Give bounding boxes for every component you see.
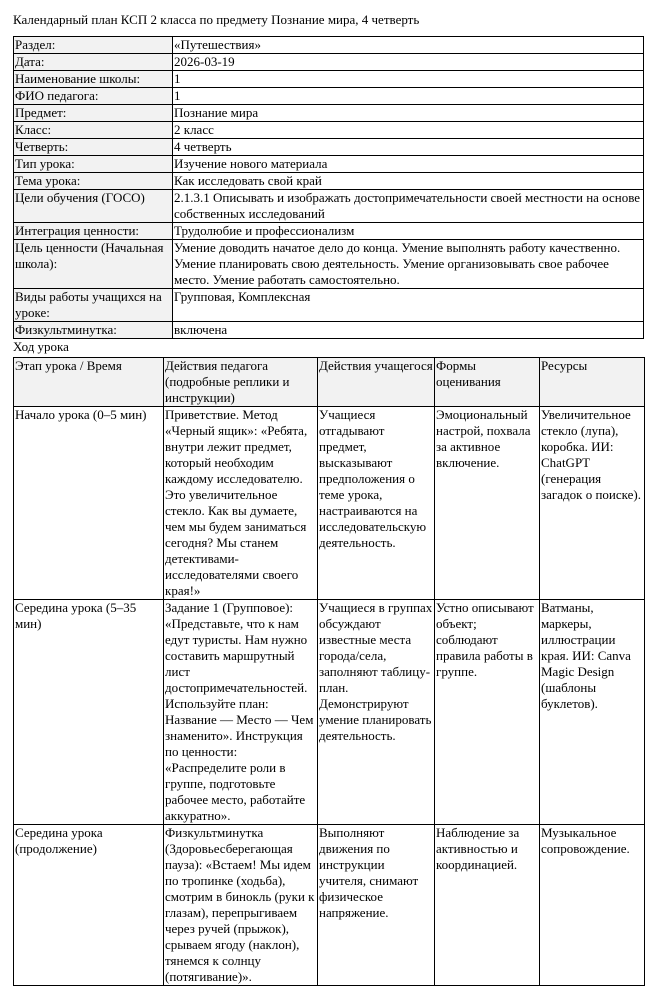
- info-label: Предмет:: [14, 105, 173, 122]
- info-row: [14, 190, 644, 223]
- assessment-cell: Наблюдение за активностью и координацией.: [435, 825, 540, 986]
- info-label: Тема урока:: [14, 173, 173, 190]
- info-value: 4 четверть: [173, 139, 644, 156]
- header-assessment: Формы оценивания: [435, 358, 540, 407]
- resources-cell: Увеличительное стекло (лупа), коробка. ИИ: ChatGPT (генерация загадок о поиске).: [540, 407, 645, 600]
- document-page: [13, 12, 641, 986]
- info-value: 2 класс: [173, 122, 644, 139]
- teacher-actions-cell: Задание 1 (Групповое): «Представьте, что к нам едут туристы. Нам нужно составить маршрутный лист достопримечательностей. Используйте план: Название — Место — Чем знаменито». Инструкция по ценности: «Распределите роли в группе, подготовьте рабочее место, работайте аккуратно».: [164, 600, 318, 825]
- student-actions-cell: Учащиеся отгадывают предмет, высказывают предположения о теме урока, настраиваются на исследовательскую деятельность.: [318, 407, 435, 600]
- assessment-cell: Устно описывают объект; соблюдают правила работы в группе.: [435, 600, 540, 825]
- info-value: включена: [173, 322, 644, 339]
- teacher-actions-cell: Приветствие. Метод «Черный ящик»: «Ребята, внутри лежит предмет, который необходим каждому исследователю. Это увеличительное стекло. Как вы думаете, чем мы будем заниматься сегодня? Мы станем детективами-исследователями своего края!»: [164, 407, 318, 600]
- info-value: 1: [173, 71, 644, 88]
- info-label: Раздел:: [14, 37, 173, 54]
- lesson-info-body: [14, 37, 644, 339]
- info-label: Виды работы учащихся на уроке:: [14, 289, 173, 322]
- info-label: Тип урока:: [14, 156, 173, 173]
- info-label: Цели обучения (ГОСО): [14, 190, 173, 223]
- info-value: Трудолюбие и профессионализм: [173, 223, 644, 240]
- info-row: [14, 156, 644, 173]
- stage-cell: Начало урока (0–5 мин): [14, 407, 164, 600]
- info-label: Цель ценности (Начальная школа):: [14, 240, 173, 289]
- info-value: Групповая, Комплексная: [173, 289, 644, 322]
- info-row: [14, 37, 644, 54]
- info-row: [14, 289, 644, 322]
- student-actions-cell: Учащиеся в группах обсуждают известные места города/села, заполняют таблицу-план. Демонстрируют умение планировать деятельность.: [318, 600, 435, 825]
- info-value: 2026-03-19: [173, 54, 644, 71]
- lesson-plan-body: [14, 407, 645, 986]
- lesson-plan-table: [13, 357, 645, 986]
- info-value: Изучение нового материала: [173, 156, 644, 173]
- info-row: [14, 223, 644, 240]
- info-label: Интеграция ценности:: [14, 223, 173, 240]
- lesson-progress-label: Ход урока: [13, 339, 69, 354]
- lesson-info-table: [13, 36, 644, 339]
- assessment-cell: Эмоциональный настрой, похвала за активное включение.: [435, 407, 540, 600]
- info-row: [14, 71, 644, 88]
- stage-cell: Середина урока (5–35 мин): [14, 600, 164, 825]
- info-row: [14, 122, 644, 139]
- lesson-plan-row: [14, 407, 645, 600]
- info-row: [14, 105, 644, 122]
- info-label: Наименование школы:: [14, 71, 173, 88]
- resources-cell: Ватманы, маркеры, иллюстрации края. ИИ: Canva Magic Design (шаблоны буклетов).: [540, 600, 645, 825]
- header-student-actions: Действия учащегося: [318, 358, 435, 407]
- info-row: [14, 54, 644, 71]
- teacher-actions-cell: Физкультминутка (Здоровьесберегающая пауза): «Встаем! Мы идем по тропинке (ходьба), смотрим в бинокль (руки к глазам), перепрыгиваем через ручей (прыжок), срываем ягоду (наклон), тянемся к солнцу (потягивание)».: [164, 825, 318, 986]
- info-label: Дата:: [14, 54, 173, 71]
- info-value: Умение доводить начатое дело до конца. Умение выполнять работу качественно. Умение планировать свою деятельность. Умение организовывать свое рабочее место. Умение работать самостоятельно.: [173, 240, 644, 289]
- lesson-plan-row: [14, 600, 645, 825]
- info-value: 1: [173, 88, 644, 105]
- lesson-plan-header-row: [14, 358, 645, 407]
- document-title: Календарный план КСП 2 класса по предмету Познание мира, 4 четверть: [13, 12, 420, 27]
- info-row: [14, 139, 644, 156]
- stage-cell: Середина урока (продолжение): [14, 825, 164, 986]
- lesson-plan-row: [14, 825, 645, 986]
- info-value: «Путешествия»: [173, 37, 644, 54]
- info-row: [14, 173, 644, 190]
- header-resources: Ресурсы: [540, 358, 645, 407]
- info-label: Класс:: [14, 122, 173, 139]
- info-row: [14, 240, 644, 289]
- info-value: Как исследовать свой край: [173, 173, 644, 190]
- info-label: ФИО педагога:: [14, 88, 173, 105]
- info-label: Четверть:: [14, 139, 173, 156]
- resources-cell: Музыкальное сопровождение.: [540, 825, 645, 986]
- student-actions-cell: Выполняют движения по инструкции учителя, снимают физическое напряжение.: [318, 825, 435, 986]
- info-row: [14, 88, 644, 105]
- header-teacher-actions: Действия педагога (подробные реплики и инструкции): [164, 358, 318, 407]
- info-value: Познание мира: [173, 105, 644, 122]
- info-label: Физкультминутка:: [14, 322, 173, 339]
- info-value: 2.1.3.1 Описывать и изображать достопримечательности своей местности на основе собственных исследований: [173, 190, 644, 223]
- header-stage: Этап урока / Время: [14, 358, 164, 407]
- info-row: [14, 322, 644, 339]
